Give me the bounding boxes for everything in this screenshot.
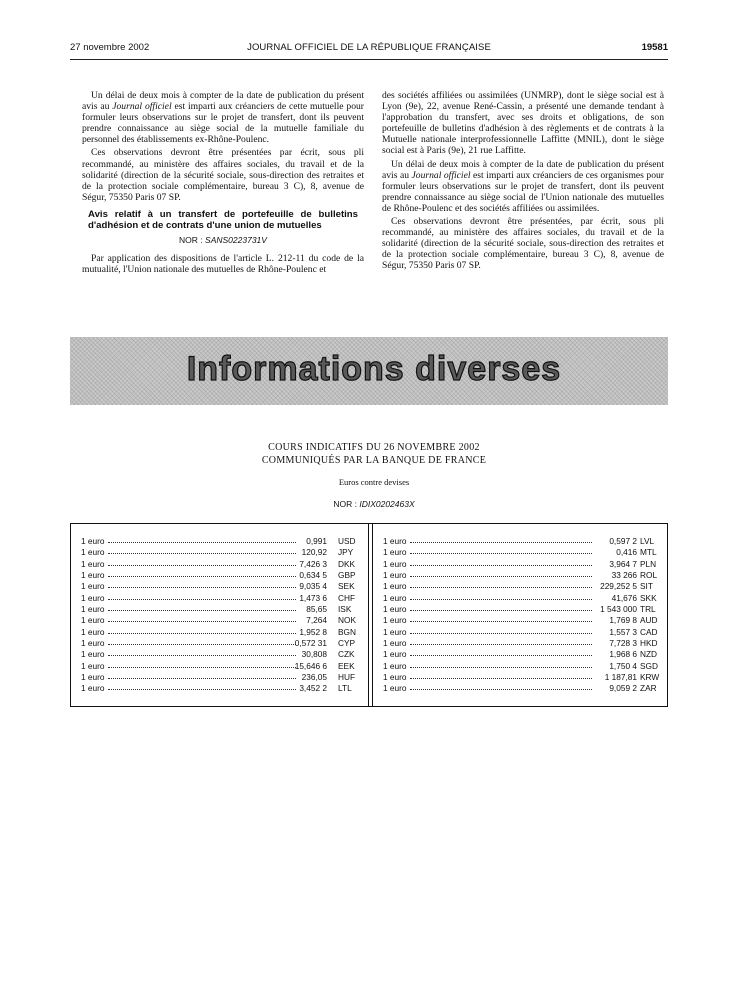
rate-value: 0,416 <box>616 547 637 558</box>
notice-heading: Avis relatif à un transfert de portefeuille de bulletins d'adhésion et de contrats d'une union de mutuelles <box>88 208 358 231</box>
rate-value: 9,035 4 <box>299 581 327 592</box>
rate-row <box>383 593 659 604</box>
rate-row <box>81 536 367 547</box>
rate-unit-label: 1 euro <box>81 592 105 603</box>
section-title: Informations diverses <box>186 350 562 388</box>
currency-code: ROL <box>640 570 658 581</box>
currency-code: PLN <box>640 558 657 569</box>
currency-code: HKD <box>640 638 658 649</box>
currency-code: USD <box>338 536 356 546</box>
rate-unit-label: 1 euro <box>383 638 407 649</box>
rate-unit-label: 1 euro <box>383 683 407 694</box>
currency-code: BGN <box>338 626 356 637</box>
currency-code: CHF <box>338 592 356 603</box>
nor-reference <box>0 499 748 509</box>
column-divider <box>368 524 373 706</box>
nor-code: SANS0223731V <box>205 234 267 245</box>
currency-code: SEK <box>338 581 355 592</box>
leader-dots <box>410 587 592 588</box>
rate-value: 9,059 2 <box>609 683 637 694</box>
text: Un délai de deux mois à compter de la date de publication du présent avis au <box>382 158 664 181</box>
currency-code: SKK <box>640 592 657 603</box>
rate-value: 3,964 7 <box>609 558 637 569</box>
rates-title <box>0 441 748 467</box>
rates-right-column <box>383 536 659 695</box>
header-rule <box>70 59 668 60</box>
leader-dots <box>410 655 592 656</box>
rate-row <box>383 604 659 615</box>
journal-ref: Journal officiel <box>112 101 172 113</box>
currency-code: AUD <box>640 615 658 626</box>
rate-unit-label: 1 euro <box>81 683 105 694</box>
rate-value: 3,452 2 <box>299 683 327 694</box>
rates-left-column <box>81 536 367 695</box>
rate-unit-label: 1 euro <box>383 649 407 660</box>
rate-value: 0,572 31 <box>294 638 327 649</box>
currency-code: NZD <box>640 649 658 660</box>
rate-value: 15,646 6 <box>294 660 327 671</box>
rate-value: 7,264 <box>306 615 327 626</box>
currency-code: ISK <box>338 604 352 615</box>
rate-row <box>383 615 659 626</box>
rate-row <box>81 672 367 683</box>
rate-unit-label: 1 euro <box>383 536 407 546</box>
rate-row <box>81 593 367 604</box>
nor-code: IDIX0202463X <box>359 499 415 509</box>
rate-unit-label: 1 euro <box>81 581 105 592</box>
rate-row <box>81 581 367 592</box>
header-date: 27 novembre 2002 <box>70 42 150 53</box>
leader-dots <box>410 667 592 668</box>
rate-row <box>81 661 367 672</box>
rate-value: 30,808 <box>301 649 327 660</box>
rate-unit-label: 1 euro <box>81 649 105 660</box>
rates-subtitle: Euros contre devises <box>338 477 410 487</box>
rate-value: 1,968 6 <box>609 649 637 660</box>
rate-unit-label: 1 euro <box>81 536 105 546</box>
paragraph <box>82 90 364 145</box>
rates-title-line1: COURS INDICATIFS DU 26 NOVEMBRE 2002 <box>268 442 480 453</box>
paragraph: Ces observations devront être présentées, par écrit, sous pli recommandé, au ministère des affaires sociales, du travail et de la solidarité (direction de la sécurité sociale, sous-direction des retraites et de la protection sociale complémentaire, bureau 3 C), 8, avenue de Ségur, 75350 Paris 07 SP. <box>382 216 664 272</box>
rate-value: 33 266 <box>611 570 637 581</box>
currency-code: GBP <box>338 570 356 581</box>
rate-row <box>383 536 659 547</box>
leader-dots <box>410 678 592 679</box>
rate-row <box>383 570 659 581</box>
leader-dots <box>410 689 592 690</box>
currency-code: CZK <box>338 649 355 660</box>
rate-row <box>81 547 367 558</box>
rate-unit-label: 1 euro <box>81 660 105 671</box>
rate-unit-label: 1 euro <box>383 570 407 581</box>
rate-row <box>81 638 367 649</box>
rate-row <box>383 672 659 683</box>
page-header <box>70 42 668 56</box>
journal-title: JOURNAL OFFICIEL DE LA RÉPUBLIQUE FRANÇAISE <box>247 42 491 53</box>
journal-ref: Journal officiel <box>411 169 471 181</box>
rate-row <box>81 604 367 615</box>
currency-code: MTL <box>640 547 657 558</box>
text: Un délai de deux mois à compter de la date de publication du présent avis au <box>82 90 364 113</box>
leader-dots <box>410 633 592 634</box>
rate-unit-label: 1 euro <box>81 626 105 637</box>
currency-code: DKK <box>338 558 356 569</box>
leader-dots <box>410 542 592 543</box>
rate-unit-label: 1 euro <box>81 547 105 558</box>
rate-row <box>383 627 659 638</box>
rate-unit-label: 1 euro <box>81 558 105 569</box>
rate-value: 0,597 2 <box>609 536 637 546</box>
rate-unit-label: 1 euro <box>383 672 407 683</box>
nor-label: NOR : <box>333 499 360 509</box>
rate-value: 0,991 <box>306 536 327 546</box>
nor-label: NOR : <box>179 234 206 245</box>
rate-value: 1,952 8 <box>299 626 327 637</box>
rate-value: 1 187,81 <box>604 672 637 683</box>
rate-unit-label: 1 euro <box>383 604 407 615</box>
rate-value: 120,92 <box>301 547 327 558</box>
rate-row <box>81 570 367 581</box>
paragraph <box>382 159 664 214</box>
rate-row <box>81 615 367 626</box>
currency-code: EEK <box>338 660 355 671</box>
rate-unit-label: 1 euro <box>81 615 105 626</box>
rate-unit-label: 1 euro <box>383 592 407 603</box>
rate-unit-label: 1 euro <box>81 604 105 615</box>
rate-unit-label: 1 euro <box>81 570 105 581</box>
rate-unit-label: 1 euro <box>383 626 407 637</box>
currency-code: HUF <box>338 672 356 683</box>
leader-dots <box>410 565 592 566</box>
rate-value: 1,750 4 <box>609 660 637 671</box>
rate-row <box>81 649 367 660</box>
rate-row <box>383 559 659 570</box>
leader-dots <box>410 576 592 577</box>
currency-code: LTL <box>338 683 352 694</box>
rate-unit-label: 1 euro <box>383 558 407 569</box>
currency-code: SGD <box>640 660 658 671</box>
paragraph: Par application des dispositions de l'article L. 212-11 du code de la mutualité, l'Union nationale des mutuelles de Rhône-Poulenc et <box>82 253 364 276</box>
rate-value: 7,728 3 <box>609 638 637 649</box>
rate-value: 85,65 <box>306 604 327 615</box>
rate-value: 229,252 5 <box>600 581 637 592</box>
leader-dots <box>410 599 592 600</box>
rate-value: 0,634 5 <box>299 570 327 581</box>
currency-code: KRW <box>640 672 660 683</box>
rate-unit-label: 1 euro <box>383 615 407 626</box>
rate-row <box>81 559 367 570</box>
exchange-rates-table <box>70 523 668 707</box>
rate-row <box>81 683 367 694</box>
left-column <box>82 90 364 277</box>
nor-reference <box>82 235 364 246</box>
rate-row <box>81 627 367 638</box>
leader-dots <box>410 553 592 554</box>
leader-dots <box>410 621 592 622</box>
paragraph: des sociétés affiliées ou assimilées (UNMRP), dont le siège social est à Lyon (9e), 22, avenue René-Cassin, a présenté une demande tendant à l'approbation du transfert, avec ses droits et obligations, de son portefeuille de bulletins d'adhésion à des règlements et de contrats à la Mutuelle nationale interprofessionnelle Laffitte (MNIL), dont le siège social est à Paris (9e), 21 rue Laffitte. <box>382 90 664 157</box>
leader-dots <box>410 644 592 645</box>
rate-value: 1 543 000 <box>600 604 637 615</box>
currency-code: TRL <box>640 604 656 615</box>
currency-code: NOK <box>338 615 356 626</box>
currency-code: SIT <box>640 581 653 592</box>
rate-unit-label: 1 euro <box>81 638 105 649</box>
rate-value: 236,05 <box>301 672 327 683</box>
rates-title-line2: COMMUNIQUÉS PAR LA BANQUE DE FRANCE <box>261 455 487 466</box>
currency-code: ZAR <box>640 683 657 694</box>
currency-code: CYP <box>338 638 356 649</box>
currency-code: LVL <box>640 536 655 546</box>
rate-unit-label: 1 euro <box>383 581 407 592</box>
rate-value: 1,557 3 <box>609 626 637 637</box>
text: est imparti aux créanciers de ces organismes pour formuler leurs observations sur le projet de transfert, dont ils peuvent prendre connaissance au siège social de l'Union nationale des mutuelles de Rhône-Poulenc et des sociétés affiliées ou assimilées. <box>382 169 664 214</box>
right-column <box>382 90 664 274</box>
rate-unit-label: 1 euro <box>383 547 407 558</box>
page-number: 19581 <box>641 42 668 53</box>
leader-dots <box>410 610 592 611</box>
rate-row <box>383 581 659 592</box>
rate-row <box>383 649 659 660</box>
rate-unit-label: 1 euro <box>81 672 105 683</box>
paragraph: Ces observations devront être présentées par écrit, sous pli recommandé, au ministère des affaires sociales, du travail et de la solidarité (direction de la sécurité sociale, sous-direction des retraites et de la protection sociale complémentaire, bureau 3 C), 8, avenue de Ségur, 75350 Paris 07 SP. <box>82 147 364 203</box>
rate-row <box>383 547 659 558</box>
rate-row <box>383 638 659 649</box>
rate-unit-label: 1 euro <box>383 660 407 671</box>
rate-row <box>383 683 659 694</box>
rate-value: 41,676 <box>611 592 637 603</box>
currency-code: CAD <box>640 626 658 637</box>
currency-code: JPY <box>338 547 354 558</box>
rate-value: 7,426 3 <box>299 558 327 569</box>
text: est imparti aux créanciers de cette mutuelle pour formuler leurs observations sur le projet de transfert, dont ils peuvent prendre connaissance au siège social de la mutuelle familiale du personnel des établissements ex-Rhône-Poulenc. <box>82 101 364 146</box>
rate-value: 1,473 6 <box>299 592 327 603</box>
rate-value: 1,769 8 <box>609 615 637 626</box>
rate-row <box>383 661 659 672</box>
